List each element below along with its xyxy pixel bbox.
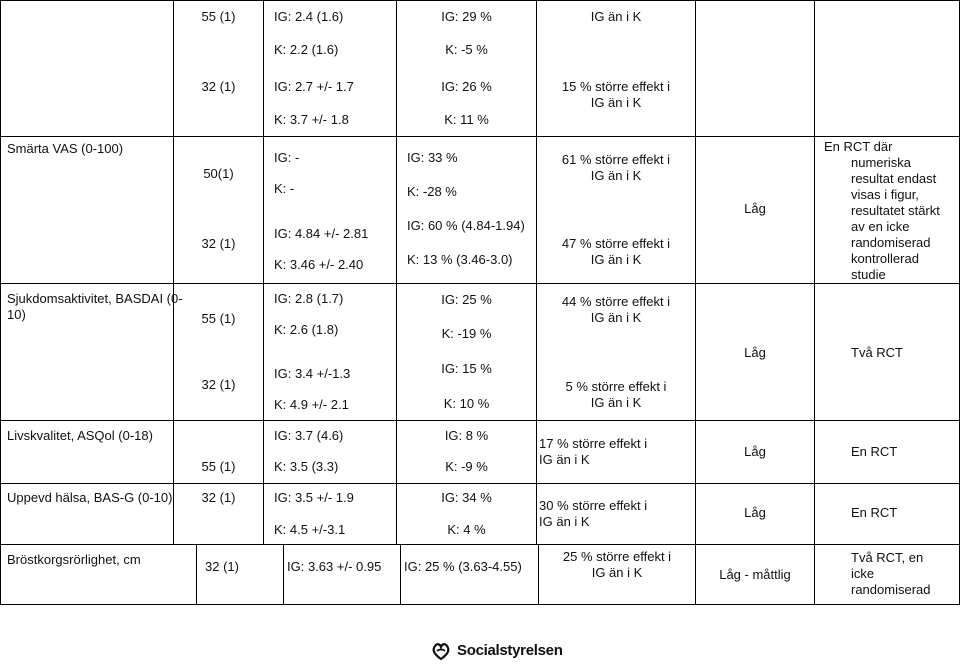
effect-text: IG än i K [539,514,590,529]
k-value: K: 3.7 +/- 1.8 [274,112,349,127]
ig-value: IG: 3.63 +/- 0.95 [287,559,382,574]
comment-line: visas i figur, [851,187,919,202]
effect-text: 15 % större effekt i [561,79,671,94]
change-value: IG: 25 % [441,292,492,307]
outcome-label: Uppevd hälsa, BAS-G (0-10) [7,490,173,505]
outcome-label: Bröstkorgsrörlighet, cm [7,552,141,567]
k-value: K: 3.5 (3.3) [274,459,339,474]
change-value: IG: 8 % [444,428,489,443]
ig-value: IG: 2.7 +/- 1.7 [274,79,354,94]
comment-line: av en icke [851,219,910,234]
comment-line: kontrollerad [851,251,919,266]
ig-value: IG: 3.5 +/- 1.9 [274,490,354,505]
effect-text: IG än i K [591,565,643,580]
k-value: K: 2.6 (1.8) [274,322,339,337]
comment-line: Två RCT, en [851,550,924,565]
evidence-quality: Låg [744,505,766,520]
studies-cell: 55 (1) [201,9,236,24]
effect-text: 47 % större effekt i [561,236,671,251]
effect-text: 17 % större effekt i [539,436,648,451]
studies-cell: 50(1) [203,166,234,181]
effect-text: 30 % större effekt i [539,498,648,513]
change-value: K: 11 % [444,112,489,127]
ig-value: IG: 2.8 (1.7) [274,291,344,306]
k-value: K: 2.2 (1.6) [274,42,339,57]
k-value: K: 3.46 +/- 2.40 [274,257,364,272]
effect-text: IG än i K [590,310,642,325]
change-value: K: -9 % [445,459,488,474]
k-value: K: - [274,181,295,196]
outcome-label: Livskvalitet, ASQol (0-18) [7,428,153,443]
studies-cell: 32 (1) [201,377,236,392]
ig-value: IG: - [274,150,300,165]
comment-line: En RCT där [824,139,893,154]
ig-value: IG: 4.84 +/- 2.81 [274,226,369,241]
change-value: K: 13 % (3.46-3.0) [407,252,513,267]
studies-cell: 32 (1) [201,79,236,94]
effect-text: 5 % större effekt i [565,379,667,394]
effect-text: 25 % större effekt i [562,549,672,564]
ig-value: IG: 2.4 (1.6) [274,9,344,24]
change-value: IG: 15 % [441,361,492,376]
comment-line: Två RCT [851,345,903,360]
comment-line: randomiserad [851,582,931,597]
change-value: K: -28 % [407,184,457,199]
logo-wordmark: Socialstyrelsen [457,641,563,659]
comment-line: randomiserad [851,235,931,250]
effect-text: 44 % större effekt i [561,294,671,309]
evidence-quality: Låg - måttlig [719,567,791,582]
studies-cell: 32 (1) [201,490,236,505]
comment-line: icke [851,566,875,581]
change-value: IG: 34 % [441,490,492,505]
studies-cell: 32 (1) [201,236,236,251]
change-value: IG: 33 % [407,150,458,165]
effect-text: IG än i K [590,395,642,410]
ig-value: IG: 3.4 +/-1.3 [274,366,351,381]
change-value: K: -5 % [445,42,488,57]
comment-line: studie [851,267,886,282]
comment-line: resultatet stärkt [851,203,940,218]
evidence-quality: Låg [744,201,766,216]
change-value: K: 10 % [443,396,490,411]
change-value: IG: 25 % (3.63-4.55) [404,559,522,574]
studies-cell: 55 (1) [201,459,236,474]
effect-text: 61 % större effekt i [561,152,671,167]
change-value: IG: 60 % (4.84-1.94) [407,218,525,233]
effect-text: IG än i K [590,168,642,183]
evidence-quality: Låg [744,444,766,459]
change-value: IG: 26 % [441,79,492,94]
effect-text: IG än i K [590,95,642,110]
k-value: K: 4.5 +/-3.1 [274,522,346,537]
comment-line: numeriska [851,155,911,170]
comment-line: resultat endast [851,171,937,186]
k-value: K: 4.9 +/- 2.1 [274,397,349,412]
effect-text: IG än i K [590,252,642,267]
comment-line: En RCT [851,444,898,459]
socialstyrelsen-logo-icon [430,639,452,661]
change-value: IG: 29 % [441,9,492,24]
change-value: K: -19 % [441,326,492,341]
studies-cell: 32 (1) [205,559,239,574]
comment-line: En RCT [851,505,898,520]
studies-cell: 55 (1) [201,311,236,326]
change-value: K: 4 % [447,522,486,537]
outcome-label: Sjukdomsaktivitet, BASDAI (0- [7,291,183,306]
outcome-label: Smärta VAS (0-100) [7,141,124,156]
evidence-quality: Låg [744,345,766,360]
outcome-label: 10) [7,307,26,322]
socialstyrelsen-logo [430,638,563,662]
effect-text: IG än i K [590,9,642,24]
effect-text: IG än i K [539,452,590,467]
ig-value: IG: 3.7 (4.6) [274,428,344,443]
